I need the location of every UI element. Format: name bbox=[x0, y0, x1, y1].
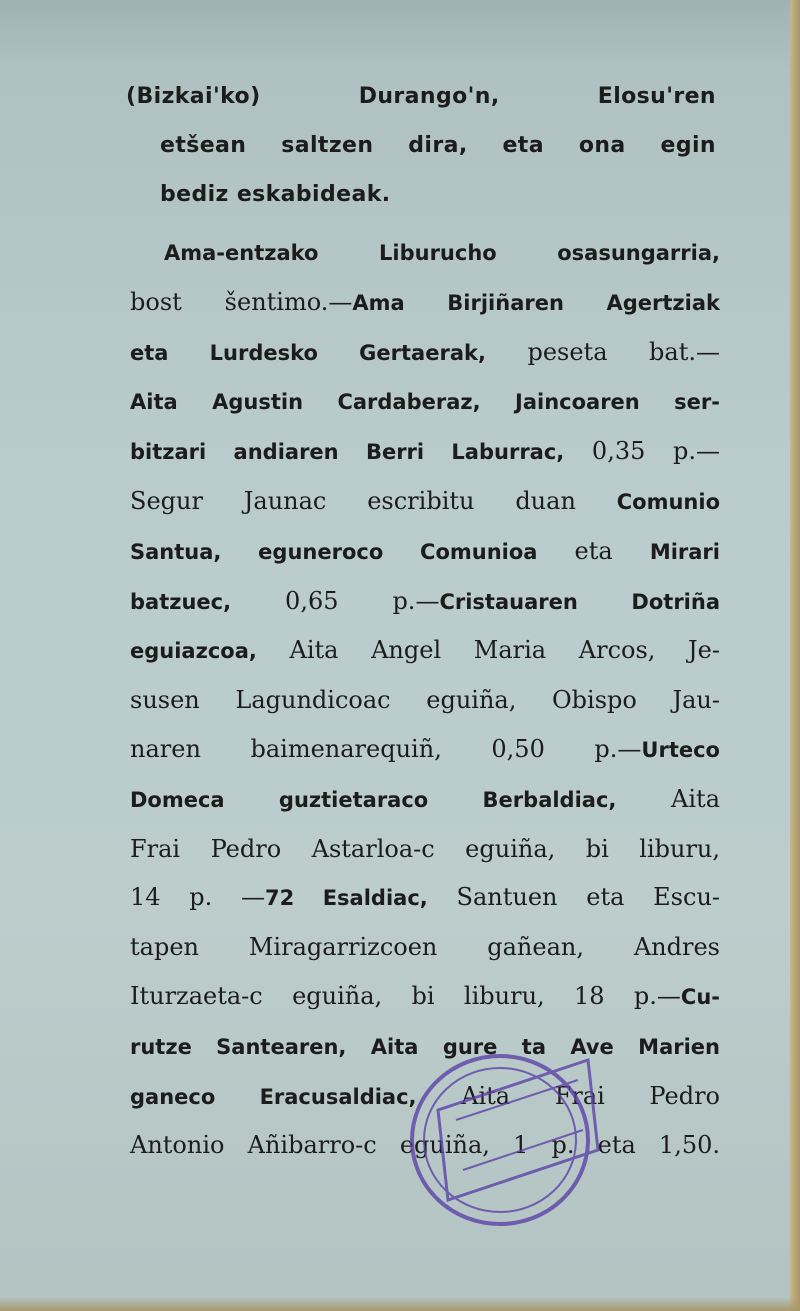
notice-word: saltzen bbox=[281, 133, 374, 158]
book-title-text: ganeco Eracusaldiac, bbox=[130, 1084, 417, 1109]
notice-word: Durango'n, bbox=[358, 84, 500, 109]
catalog-text: peseta bat.— bbox=[485, 337, 720, 366]
notice-word: dira, bbox=[408, 133, 468, 158]
book-title-text: Aita Agustin Cardaberaz, Jaincoaren ser- bbox=[130, 390, 720, 415]
book-title-text: Urteco bbox=[641, 737, 720, 762]
catalog-line bbox=[130, 1121, 720, 1170]
catalog-text: naren baimenarequiñ, 0,50 p.— bbox=[130, 734, 642, 763]
catalog-line bbox=[130, 577, 720, 627]
catalog-line bbox=[130, 676, 720, 725]
notice-word: etšean bbox=[160, 133, 247, 158]
catalog-line bbox=[130, 278, 720, 328]
publisher-notice bbox=[126, 72, 716, 219]
book-title-text: eta Lurdesko Gertaerak, bbox=[130, 340, 486, 365]
notice-line-3: bediz eskabideak. bbox=[160, 182, 391, 207]
catalog-line bbox=[130, 825, 720, 874]
catalog-text: Antonio Añibarro-c eguiña, 1 p. eta 1,50. bbox=[130, 1131, 720, 1160]
book-title-text: Ama-entzako Liburucho osasungarria, bbox=[164, 241, 720, 265]
catalog-line bbox=[130, 873, 720, 923]
notice-word: egin bbox=[660, 133, 716, 158]
catalog-text: Santuen eta Escu- bbox=[427, 883, 721, 912]
notice-word: Elosu'ren bbox=[597, 84, 716, 109]
notice-word: ona bbox=[578, 133, 626, 158]
notice-word: eta bbox=[502, 133, 544, 158]
catalog-line bbox=[130, 775, 720, 825]
catalog-text: eta bbox=[537, 536, 650, 565]
book-title-text: 72 Esaldiac, bbox=[265, 886, 428, 911]
book-title-text: Cristauaren Dotriña bbox=[439, 589, 720, 614]
catalog-text: Segur Jaunac escribitu duan bbox=[130, 486, 617, 515]
book-title-text: eguiazcoa, bbox=[130, 639, 257, 664]
catalog-line bbox=[130, 1072, 720, 1122]
book-title-text: batzuec, bbox=[130, 589, 232, 614]
catalog-line bbox=[130, 1022, 720, 1072]
catalog-text: Aita bbox=[616, 784, 720, 813]
catalog-line bbox=[130, 377, 720, 427]
catalog-line bbox=[130, 626, 720, 676]
catalog-line bbox=[130, 477, 720, 527]
book-title-text: Cu- bbox=[680, 984, 720, 1009]
page-shadow bbox=[0, 0, 800, 70]
page-bottom-edge bbox=[0, 1297, 800, 1311]
catalog-text: Frai Pedro Astarloa-c eguiña, bi liburu, bbox=[130, 834, 720, 863]
catalog-line bbox=[130, 228, 720, 278]
catalog-text: Aita Frai Pedro bbox=[416, 1081, 720, 1110]
book-title-text: rutze Santearen, Aita gure ta Ave Marien bbox=[130, 1034, 720, 1059]
book-catalog-list bbox=[130, 228, 720, 1170]
notice-line-2 bbox=[126, 121, 716, 170]
book-title-text: Domeca guztietaraco Berbaldiac, bbox=[130, 787, 617, 812]
catalog-text: tapen Miragarrizcoen gañean, Andres bbox=[130, 933, 720, 962]
catalog-line bbox=[130, 328, 720, 378]
catalog-line bbox=[130, 527, 720, 577]
page-edge bbox=[790, 0, 800, 1311]
book-title-text: Comunio bbox=[616, 489, 720, 514]
book-title-text: bitzari andiaren Berri Laburrac, bbox=[130, 440, 565, 465]
catalog-line bbox=[130, 972, 720, 1022]
catalog-text: Iturzaeta-c eguiña, bi liburu, 18 p.— bbox=[130, 981, 681, 1010]
catalog-line bbox=[130, 427, 720, 477]
book-title-text: Santua, eguneroco Comunioa bbox=[130, 539, 538, 564]
catalog-text: susen Lagundicoac eguiña, Obispo Jau- bbox=[130, 686, 720, 715]
catalog-line bbox=[130, 923, 720, 972]
catalog-line bbox=[130, 725, 720, 775]
notice-word: (Bizkai'ko) bbox=[126, 84, 261, 109]
catalog-text: bost šentimo.— bbox=[130, 287, 353, 316]
catalog-text: Aita Angel Maria Arcos, Je- bbox=[256, 636, 720, 665]
notice-line-1 bbox=[126, 72, 716, 121]
book-title-text: Ama Birjiñaren Agertziak bbox=[352, 290, 720, 315]
book-title-text: Mirari bbox=[649, 539, 720, 564]
catalog-text: 0,65 p.— bbox=[231, 586, 440, 615]
catalog-text: 0,35 p.— bbox=[564, 437, 720, 466]
catalog-text: 14 p. — bbox=[130, 883, 266, 912]
